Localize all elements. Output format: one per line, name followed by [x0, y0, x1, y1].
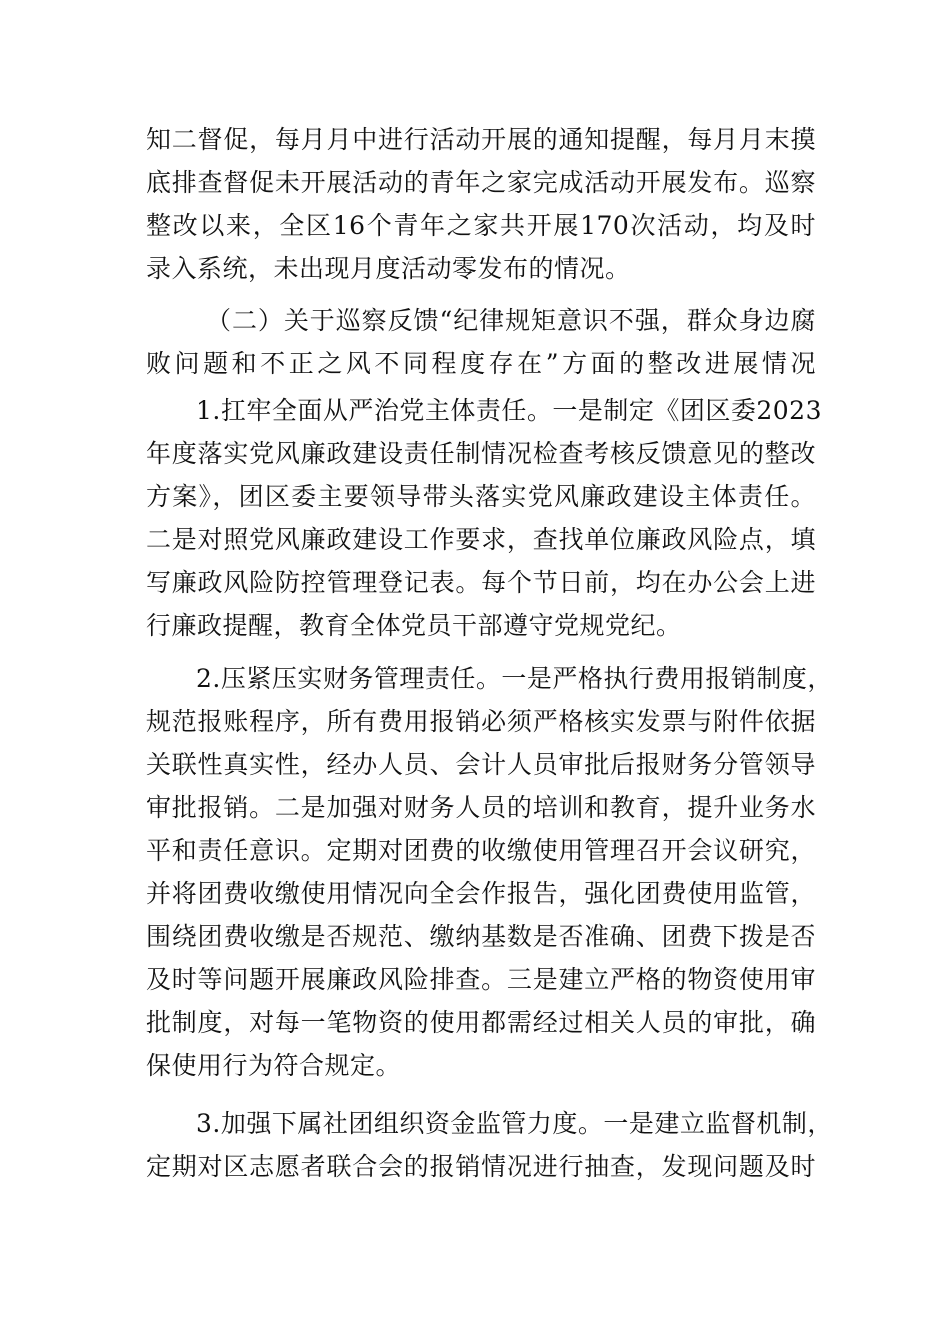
text-line-17: 平和责任意识。定期对团费的收缴使用管理召开会议研究，	[146, 836, 816, 865]
text-line-7: 1.扛牢全面从严治党主体责任。一是制定《团区委2023	[196, 396, 822, 425]
text-line-22: 保使用行为符合规定。	[146, 1051, 402, 1080]
text-line-23: 3.加强下属社团组织资金监管力度。一是建立监督机制，	[196, 1109, 833, 1138]
text-line-11: 写廉政风险防控管理登记表。每个节日前，均在办公会上进	[146, 568, 816, 597]
text-line-18: 并将团费收缴使用情况向全会作报告，强化团费使用监管，	[146, 879, 816, 908]
text-line-14: 规范报账程序，所有费用报销必须严格核实发票与附件依据	[146, 707, 816, 736]
text-line-10: 二是对照党风廉政建设工作要求，查找单位廉政风险点，填	[146, 525, 816, 554]
text-line-19: 围绕团费收缴是否规范、缴纳基数是否准确、团费下拨是否	[146, 922, 816, 951]
text-line-4: 录入系统，未出现月度活动零发布的情况。	[146, 254, 631, 283]
text-line-16: 审批报销。二是加强对财务人员的培训和教育，提升业务水	[146, 793, 816, 822]
text-line-12: 行廉政提醒，教育全体党员干部遵守党规党纪。	[146, 611, 682, 640]
text-line-9: 方案》，团区委主要领导带头落实党风廉政建设主体责任。	[146, 482, 816, 511]
text-line-8: 年度落实党风廉政建设责任制情况检查考核反馈意见的整改	[146, 439, 816, 468]
text-line-15: 关联性真实性，经办人员、会计人员审批后报财务分管领导	[146, 750, 816, 779]
section-heading-line-1: （二）关于巡察反馈“纪律规矩意识不强，群众身边腐	[206, 306, 816, 335]
text-line-21: 批制度，对每一笔物资的使用都需经过相关人员的审批，确	[146, 1008, 816, 1037]
section-heading-line-2: 败问题和不正之风不同程度存在”方面的整改进展情况	[146, 349, 816, 378]
text-line-24: 定期对区志愿者联合会的报销情况进行抽查，发现问题及时	[146, 1152, 816, 1181]
text-line-3: 整改以来，全区16个青年之家共开展170次活动，均及时	[146, 211, 816, 240]
text-line-2: 底排查督促未开展活动的青年之家完成活动开展发布。巡察	[146, 168, 816, 197]
text-line-20: 及时等问题开展廉政风险排查。三是建立严格的物资使用审	[146, 965, 816, 994]
text-line-13: 2.压紧压实财务管理责任。一是严格执行费用报销制度，	[196, 664, 833, 693]
text-line-1: 知二督促，每月月中进行活动开展的通知提醒，每月月末摸	[146, 125, 816, 154]
